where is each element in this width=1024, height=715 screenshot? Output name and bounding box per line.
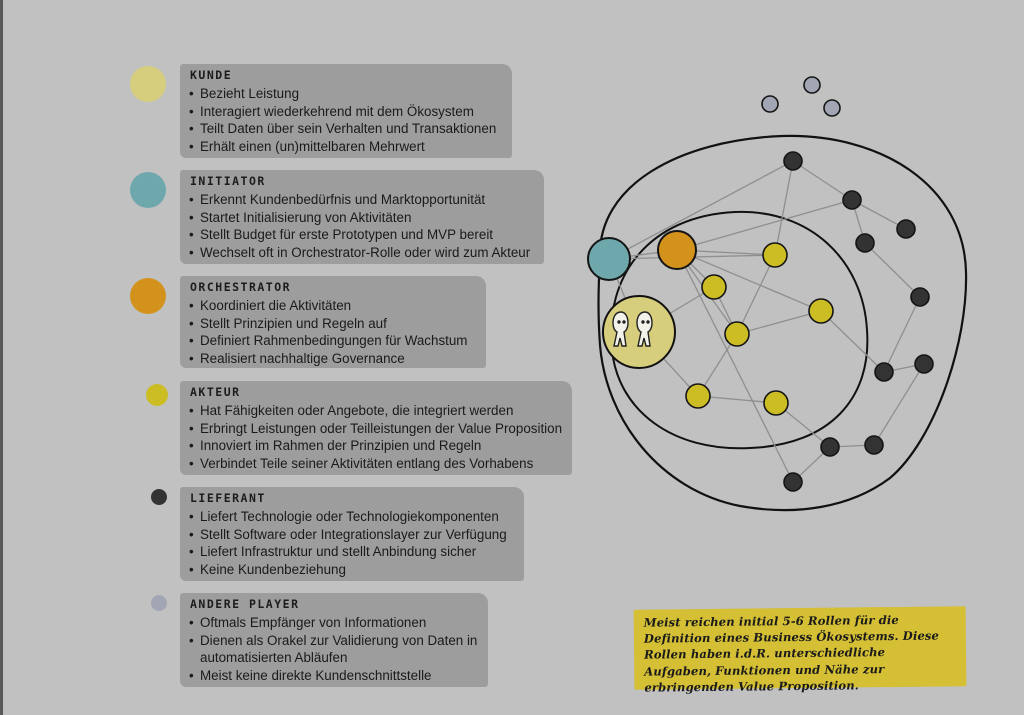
andere-player-node (762, 96, 778, 112)
bullet: • Bezieht Leistung (188, 85, 500, 103)
bullet: • Stellt Software oder Integrationslayer zur Verfügung (188, 526, 512, 544)
bullet: • Definiert Rahmenbedingungen für Wachstum (188, 332, 474, 350)
bullet: • Meist keine direkte Kundenschnittstelle (188, 667, 476, 685)
lieferant-node (821, 438, 839, 456)
andere-player-node (804, 77, 820, 93)
lieferant-node (897, 220, 915, 238)
network-edge (775, 161, 793, 255)
bullet: • Oftmals Empfänger von Informationen (188, 614, 476, 632)
bullet: • Hat Fähigkeiten oder Angebote, die integriert werden (188, 402, 560, 420)
note-text: Meist reichen initial 5-6 Rollen für die Definition eines Business Ökosystems. Diese Rollen haben i.d.R. unterschiedliche Aufgaben, Funktionen und Nähe zur erbringenden Value Proposition. (643, 612, 940, 695)
network-edge (677, 250, 793, 482)
lieferant-node (856, 234, 874, 252)
bullet: • Interagiert wiederkehrend mit dem Ökosystem (188, 103, 500, 121)
customer-circle (603, 296, 675, 368)
customer-node (603, 296, 675, 368)
bullet: • Liefert Infrastruktur und stellt Anbindung sicher (188, 543, 512, 561)
bullet: • Startet Initialisierung von Aktivitäten (188, 209, 532, 227)
bullet: • Dienen als Orakel zur Validierung von Daten in automatisierten Abläufen (188, 632, 480, 667)
bullet: • Innoviert im Rahmen der Prinzipien und Regeln (188, 437, 560, 455)
info-note (634, 606, 967, 695)
role-title: KUNDE (190, 68, 233, 82)
network-edge (609, 161, 793, 259)
bullet: • Erhält einen (un)mittelbaren Mehrwert (188, 138, 500, 156)
bullet: • Teilt Daten über sein Verhalten und Transaktionen (188, 120, 500, 138)
akteur-node (702, 275, 726, 299)
bullet: • Keine Kundenbeziehung (188, 561, 512, 579)
bullet: • Verbindet Teile seiner Aktivitäten entlang des Vorhabens (188, 455, 560, 473)
bullet: • Erkennt Kundenbedürfnis und Marktopportunität (188, 191, 532, 209)
network-edge (793, 161, 852, 200)
akteur-node (809, 299, 833, 323)
network-edge (737, 255, 775, 334)
lieferant-node (865, 436, 883, 454)
akteur-node (764, 391, 788, 415)
akteur-node (763, 243, 787, 267)
network-edge (737, 311, 821, 334)
bullet: • Erbringt Leistungen oder Teilleistungen der Value Proposition (188, 420, 560, 438)
initiator-node (588, 238, 630, 280)
bullet: • Realisiert nachhaltige Governance (188, 350, 474, 368)
role-title: AKTEUR (190, 385, 241, 399)
lieferant-node (875, 363, 893, 381)
akteur-node (725, 322, 749, 346)
role-title: LIEFERANT (190, 491, 266, 505)
network-edge (821, 311, 884, 372)
lieferant-node (843, 191, 861, 209)
andere-player-node (824, 100, 840, 116)
lieferant-node (915, 355, 933, 373)
bullet: • Stellt Prinzipien und Regeln auf (188, 315, 474, 333)
akteur-node (686, 384, 710, 408)
lieferant-node (784, 152, 802, 170)
role-title: ANDERE PLAYER (190, 597, 300, 611)
bullet: • Liefert Technologie oder Technologiekomponenten (188, 508, 512, 526)
network-edge (884, 297, 920, 372)
orchestrator-node (658, 231, 696, 269)
bullet: • Stellt Budget für erste Prototypen und MVP bereit (188, 226, 532, 244)
network-edge (865, 243, 920, 297)
lieferant-node (784, 473, 802, 491)
bullet: • Wechselt oft in Orchestrator-Rolle oder wird zum Akteur (188, 244, 532, 262)
role-title: INITIATOR (190, 174, 266, 188)
bullet: • Koordiniert die Aktivitäten (188, 297, 474, 315)
lieferant-node (911, 288, 929, 306)
role-title: ORCHESTRATOR (190, 280, 292, 294)
